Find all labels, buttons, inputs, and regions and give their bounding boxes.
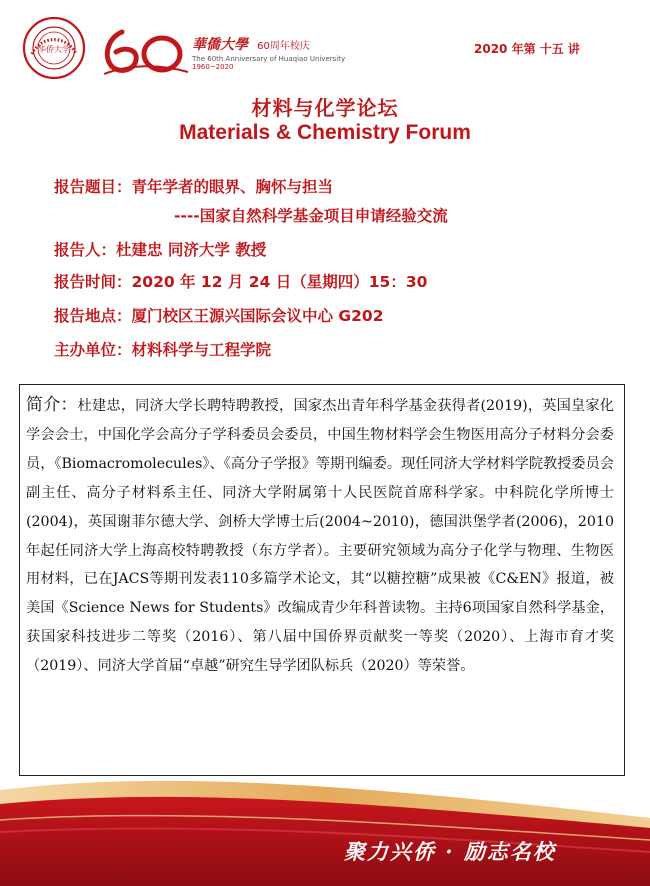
forum-title-en: Materials & Chemistry Forum [179, 121, 471, 144]
report-topic-sub: ----国家自然科学基金项目申请经验交流 [174, 207, 448, 225]
bio-paragraph [26, 391, 614, 681]
report-place: 报告地点：厦门校区王源兴国际会议中心 G202 [54, 307, 384, 325]
bio-text: 杜建忠，同济大学长聘特聘教授，国家杰出青年科学基金获得者(2019)，英国皇家化学会会士，中国化学会高分子学科委员会委员，中国生物材料学会生物医用高分子材料分会委员，《Biomacromolecules》、《高分子学报》等期刊编委。现任同济大学材料学院教授委员会副主任、高分子材料系主任、同济大学附属第十人民医院首席科学家。中科院化学所博士(2004)，英国谢菲尔德大学、剑桥大学博士后(2004~2010)，德国洪堡学者(2006)，2010年起任同济大学上海高校特聘教授（东方学者）。主要研究领域为高分子化学与物理、生物医用材料，已在JACS等期刊发表110多篇学术论文，其“以糖控糖”成果被《C&EN》报道，被美国《Science News for Students》改编成青少年科普读物。主持6项国家自然科学基金，获国家科技进步二等奖（2016）、第八届中国侨界贡献奖一等奖（2020）、上海市育才奖（2019）、同济大学首届“卓越”研究生导学团队标兵（2020）等荣誉。 [26, 398, 614, 675]
page-header [0, 0, 650, 90]
bio-label: 简介： [26, 395, 78, 415]
anniversary-block [192, 34, 345, 71]
report-speaker: 报告人：杜建忠 同济大学 教授 [54, 241, 267, 259]
university-seal-icon [22, 16, 86, 80]
forum-title-zh: 材料与化学论坛 [251, 96, 399, 120]
university-brand: 華僑大學 [192, 37, 248, 53]
anniversary-zh: 60周年校庆 [257, 41, 310, 52]
footer-banner [0, 770, 650, 886]
svg-text:华侨大学: 华侨大学 [38, 45, 70, 54]
report-time: 报告时间：2020 年 12 月 24 日（星期四）15：30 [54, 273, 428, 291]
lecture-number: 2020 年第 十五 讲 [474, 42, 580, 56]
report-host: 主办单位：材料科学与工程学院 [54, 341, 272, 359]
report-topic: 报告题目：青年学者的眼界、胸怀与担当 [54, 178, 334, 196]
anniversary-60-logo-icon [100, 28, 190, 76]
anniversary-en: The 60th Anniversary of Huaqiao University [192, 55, 346, 63]
footer-slogan: 聚力兴侨 · 励志名校 [344, 839, 556, 864]
anniversary-years: 1960~2020 [192, 63, 234, 71]
bio-box [19, 384, 625, 776]
